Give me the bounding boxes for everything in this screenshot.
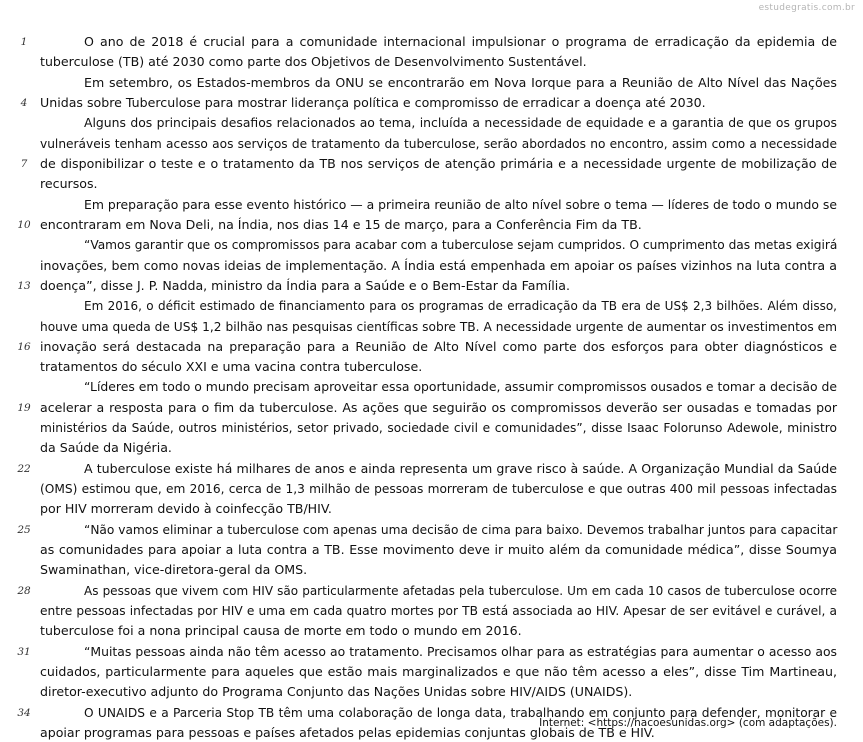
line-number: 25 — [17, 523, 31, 536]
line-text: tratamentos do século XXI e uma vacina contra tuberculose. — [40, 359, 423, 375]
text-line — [0, 277, 862, 295]
line-number: 10 — [17, 218, 31, 231]
text-line — [0, 53, 862, 71]
line-number: 16 — [17, 340, 31, 353]
line-text: as comunidades para apoiar a luta contra a TB. Esse movimento deve ir muito além da comunidade médica”, disse Soumya — [40, 542, 837, 557]
text-line — [0, 561, 862, 579]
line-text: tuberculose foi a nona principal causa de morte em todo o mundo em 2016. — [40, 623, 522, 639]
text-line — [0, 358, 862, 376]
line-number: 4 — [20, 97, 28, 109]
text-line — [0, 460, 862, 478]
line-text: Swaminathan, vice-diretora-geral da OMS. — [40, 562, 308, 578]
line-number: 22 — [17, 462, 31, 475]
line-text: (OMS) estimou que, em 2016, cerca de 1,3 milhão de pessoas morreram de tuberculose e que outras 400 mil pessoas infectadas — [40, 482, 837, 496]
text-line — [0, 175, 862, 193]
text-line — [0, 94, 862, 112]
text-line — [0, 318, 862, 336]
text-line — [0, 439, 862, 457]
line-text: Unidas sobre Tuberculose para mostrar liderança política e compromisso de erradicar a doença até 2030. — [40, 95, 706, 110]
line-number: 7 — [20, 157, 28, 170]
line-text: As pessoas que vivem com HIV são particularmente afetadas pela tuberculose. Um em cada 10 casos de tuberculose ocorre — [84, 583, 837, 598]
text-line — [0, 155, 862, 173]
line-text: Em preparação para esse evento histórico — a primeira reunião de alto nível sobre o tema — líderes de todo o mundo se — [84, 196, 837, 212]
line-text: da Saúde da Nigéria. — [40, 440, 172, 456]
line-number: 28 — [17, 584, 31, 597]
source-citation: Internet: <https://nacoesunidas.org> (com adaptações). — [539, 717, 837, 729]
line-text: encontraram em Nova Deli, na Índia, nos dias 14 e 15 de março, para a Conferência Fim da TB. — [40, 216, 642, 232]
line-text: A tuberculose existe há milhares de anos e ainda representa um grave risco à saúde. A Organização Mundial da Saúde — [84, 460, 837, 476]
line-text: entre pessoas infectadas por HIV e uma em cada quatro mortes por TB está associada ao HIV. Apesar de ser evitável e curável, a — [40, 604, 837, 618]
line-text: por HIV morreram devido à coinfecção TB/HIV. — [40, 501, 332, 517]
text-line — [0, 480, 862, 498]
text-line — [0, 378, 862, 396]
line-text: ministérios da Saúde, outros ministérios, setor privado, sociedade civil e comunidades”, disse Isaac Folorunso Adewole, ministro — [40, 421, 837, 436]
text-line — [0, 521, 862, 539]
line-text: vulneráveis tenham acesso aos serviços de tratamento da tuberculose, serão abordados no encontro, assim como a necessidade — [40, 136, 837, 151]
line-number: 19 — [17, 401, 31, 414]
line-text: doença”, disse J. P. Nadda, ministro da Índia para a Saúde e o Bem-Estar da Família. — [40, 277, 570, 293]
line-text: inovações, bem como novas ideias de implementação. A Índia está empenhada em apoiar os países vizinhos na luta contra a — [40, 257, 837, 273]
line-number: 13 — [17, 279, 31, 292]
line-text: “Vamos garantir que os compromissos para acabar com a tuberculose sejam cumpridos. O cumprimento das metas exigirá — [84, 238, 838, 253]
text-line — [0, 33, 862, 51]
line-number: 31 — [17, 645, 31, 658]
text-line — [0, 196, 862, 214]
text-line — [0, 338, 862, 356]
text-line — [0, 663, 862, 681]
text-line — [0, 622, 862, 640]
text-line — [0, 257, 862, 275]
line-text: inovação será destacada na preparação para a Reunião de Alto Nível como parte dos esforços para obter diagnósticos e — [40, 338, 837, 354]
line-text: O ano de 2018 é crucial para a comunidade internacional impulsionar o programa de erradicação da epidemia de — [84, 34, 837, 49]
line-text: diretor-executivo adjunto do Programa Conjunto das Nações Unidas sobre HIV/AIDS (UNAIDS). — [40, 684, 633, 700]
line-text: “Líderes em todo o mundo precisam aproveitar essa oportunidade, assumir compromissos ousados e tomar a decisão de — [84, 379, 837, 395]
text-line — [0, 582, 862, 600]
line-text: Alguns dos principais desafios relacionados ao tema, incluída a necessidade de equidade e a garantia de que os grupos — [84, 115, 837, 131]
line-text: recursos. — [40, 176, 98, 192]
line-text: houve uma queda de US$ 1,2 bilhão nas pesquisas científicas sobre TB. A necessidade urgente de aumentar os investimentos em — [40, 319, 837, 334]
line-text: “Não vamos eliminar a tuberculose com apenas uma decisão de cima para baixo. Devemos trabalhar juntos para capacitar — [84, 522, 838, 537]
line-number: 1 — [20, 36, 28, 48]
text-line — [0, 602, 862, 620]
text-line — [0, 216, 862, 234]
text-line — [0, 500, 862, 518]
line-text: apoiar programas para pessoas e países afetados pelas epidemias conjuntas globais de TB e HIV. — [40, 724, 655, 740]
text-line — [0, 683, 862, 701]
line-text: “Muitas pessoas ainda não têm acesso ao tratamento. Precisamos olhar para as estratégias para aumentar o acesso aos — [84, 643, 837, 659]
line-number: 34 — [17, 706, 31, 719]
text-line — [0, 114, 862, 132]
text-line — [0, 541, 862, 559]
text-line — [0, 297, 862, 315]
text-line — [0, 135, 862, 153]
text-line — [0, 399, 862, 417]
line-text: de disponibilizar o teste e o tratamento da TB nos serviços de atenção primária e a necessidade urgente de mobilização de — [40, 155, 837, 171]
line-text: Em 2016, o déficit estimado de financiamento para os programas de erradicação da TB era de US$ 2,3 bilhões. Além disso, — [84, 299, 837, 314]
text-line — [0, 643, 862, 661]
line-text: Em setembro, os Estados-membros da ONU se encontrarão em Nova Iorque para a Reunião de Alto Nível das Nações — [84, 74, 837, 90]
text-line — [0, 74, 862, 92]
line-text: tuberculose (TB) até 2030 como parte dos Objetivos de Desenvolvimento Sustentável. — [40, 54, 587, 70]
watermark: estudegratis.com.br — [758, 3, 855, 13]
line-text: O UNAIDS e a Parceria Stop TB têm uma colaboração de longa data, trabalhando em conjunto para defender, monitorar e — [84, 705, 837, 720]
line-text: acelerar a resposta para o fim da tuberculose. As ações que seguirão os compromissos deverão ser ousadas e tomadas por — [40, 399, 837, 415]
text-line — [0, 419, 862, 437]
line-text: cuidados, particularmente para aqueles que estão mais marginalizados e que não têm acesso a eles”, disse Tim Martineau, — [40, 663, 837, 679]
text-line — [0, 236, 862, 254]
